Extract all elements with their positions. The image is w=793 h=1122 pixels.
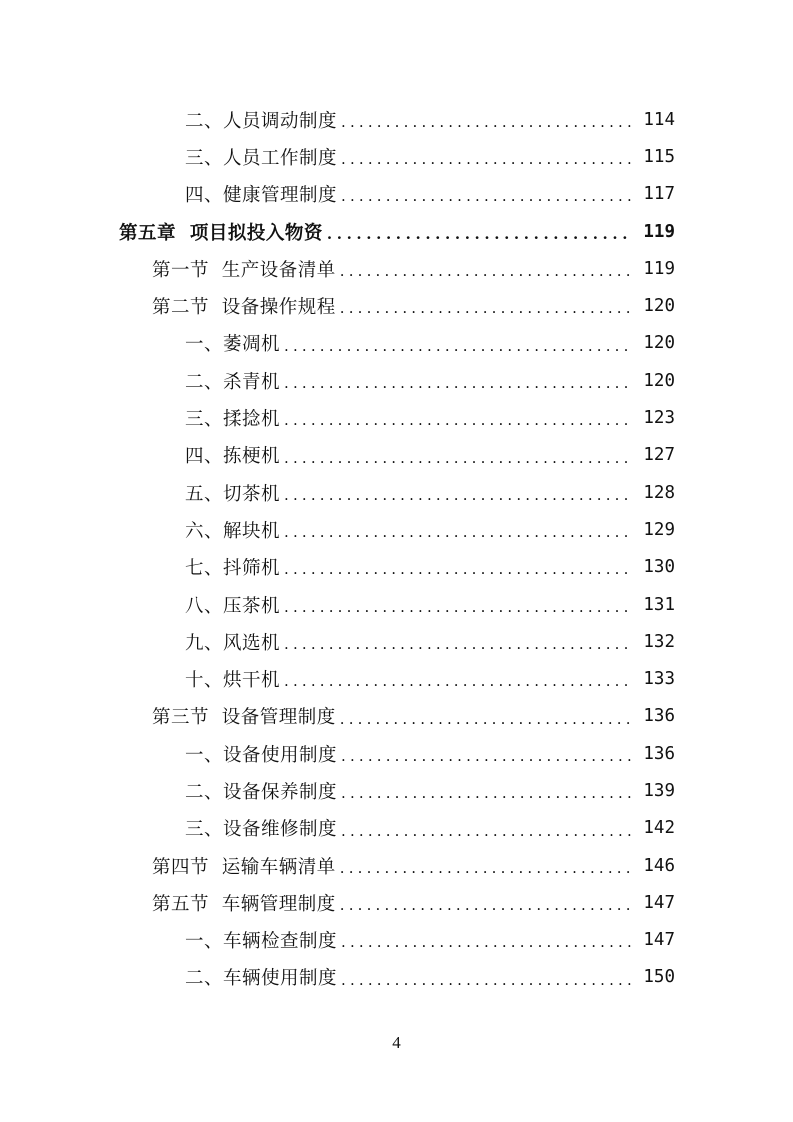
dot-leader [284,486,633,506]
toc-entry[interactable] [0,959,793,996]
toc-section-entry[interactable] [0,250,793,287]
toc-entry-page: 146 [643,855,675,876]
toc-entry-page: 132 [643,631,675,652]
dot-leader [341,933,633,953]
toc-entry[interactable] [0,623,793,660]
toc-entry-page: 117 [643,184,675,205]
toc-entry-title: 二、人员调动制度 [185,110,338,132]
dot-leader [341,784,633,804]
toc-entry-title: 十、烘干机 [185,670,281,692]
toc-entry-title: 四、健康管理制度 [185,185,338,207]
dot-leader [341,187,633,207]
toc-entry-page: 120 [643,370,675,391]
dot-leader [340,262,633,282]
toc-entry[interactable] [0,437,793,474]
toc-entry-title: 七、抖筛机 [185,558,281,580]
toc-entry-page: 147 [643,930,675,951]
dot-leader [284,523,633,543]
toc-entry-title: 五、切茶机 [185,483,281,505]
toc-entry[interactable] [0,138,793,175]
dot-leader [341,747,633,767]
toc-entry-title: 二、车辆使用制度 [185,968,338,990]
toc-entry-page: 142 [643,818,675,839]
toc-entry[interactable] [0,325,793,362]
toc-entry-page: 139 [643,780,675,801]
dot-leader [284,598,633,618]
toc-entry[interactable] [0,586,793,623]
toc-entry-title: 六、解块机 [185,520,281,542]
dot-leader [284,560,633,580]
toc-entry-title: 二、杀青机 [185,371,281,393]
dot-leader [341,822,633,842]
toc-entry-page: 131 [643,594,675,615]
toc-entry-page: 150 [643,967,675,988]
dot-leader [284,672,633,692]
toc-entry-page: 114 [643,109,675,130]
toc-entry[interactable] [0,176,793,213]
toc-entry[interactable] [0,549,793,586]
toc-section-entry[interactable] [0,847,793,884]
toc-entry[interactable] [0,735,793,772]
dot-leader [340,299,633,319]
toc-entry[interactable] [0,362,793,399]
toc-entry-page: 123 [643,408,675,429]
toc-entry-title: 九、风选机 [185,632,281,654]
toc-entry-page: 115 [643,146,675,167]
toc-entry-title: 四、拣梗机 [185,446,281,468]
toc-entry[interactable] [0,474,793,511]
toc-entry-page: 119 [643,258,675,279]
toc-entry-title: 三、人员工作制度 [185,147,338,169]
toc-entry[interactable] [0,660,793,697]
toc-entry-page: 120 [643,296,675,317]
toc-entry[interactable] [0,101,793,138]
toc-entry[interactable] [0,511,793,548]
dot-leader [284,411,633,431]
dot-leader [327,225,633,245]
dot-leader [340,896,633,916]
toc-entry-title: 第四节 运输车辆清单 [152,856,336,878]
toc-entry-page: 128 [643,482,675,503]
toc-entry-title: 第二节 设备操作规程 [152,297,336,319]
toc-entry-title: 一、萎凋机 [185,334,281,356]
dot-leader [341,113,633,133]
toc-entry-title: 三、设备维修制度 [185,819,338,841]
dot-leader [341,971,633,991]
toc-entry[interactable] [0,772,793,809]
toc-entry-page: 129 [643,519,675,540]
dot-leader [340,710,633,730]
page-number: 4 [392,1033,401,1052]
table-of-contents [0,101,793,996]
toc-entry-title: 二、设备保养制度 [185,781,338,803]
toc-entry-title: 第一节 生产设备清单 [152,259,336,281]
toc-entry-title: 第五章 项目拟投入物资 [119,222,323,244]
toc-entry[interactable] [0,922,793,959]
toc-entry-page: 136 [643,706,675,727]
toc-entry[interactable] [0,399,793,436]
toc-entry-page: 120 [643,333,675,354]
toc-entry-title: 一、设备使用制度 [185,744,338,766]
dot-leader [284,635,633,655]
dot-leader [341,150,633,170]
dot-leader [284,449,633,469]
toc-entry-page: 133 [643,669,675,690]
dot-leader [284,337,633,357]
toc-section-entry[interactable] [0,287,793,324]
toc-entry-title: 第三节 设备管理制度 [152,707,336,729]
toc-entry[interactable] [0,810,793,847]
toc-chapter-entry[interactable] [0,213,793,250]
toc-entry-page: 127 [643,445,675,466]
toc-entry-title: 八、压茶机 [185,595,281,617]
toc-entry-page: 147 [643,892,675,913]
toc-entry-title: 一、车辆检查制度 [185,931,338,953]
dot-leader [284,374,633,394]
dot-leader [340,859,633,879]
toc-entry-title: 第五节 车辆管理制度 [152,893,336,915]
toc-entry-page: 130 [643,557,675,578]
toc-section-entry[interactable] [0,698,793,735]
toc-entry-title: 三、揉捻机 [185,409,281,431]
toc-section-entry[interactable] [0,884,793,921]
toc-entry-page: 136 [643,743,675,764]
toc-entry-page: 119 [643,221,675,242]
